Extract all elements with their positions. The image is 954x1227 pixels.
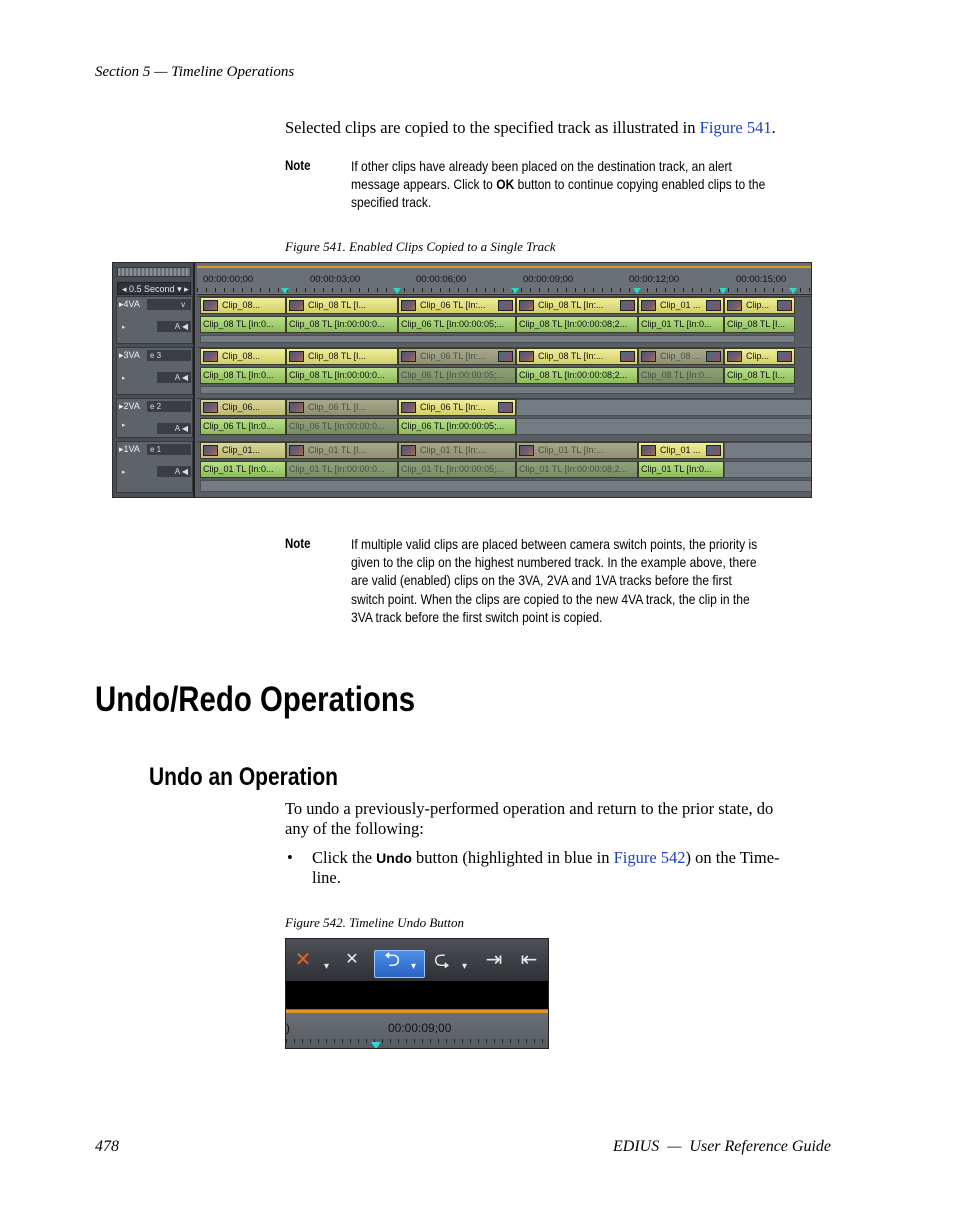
running-header: Section 5 — Timeline Operations (95, 64, 295, 80)
clip-thumbnail (401, 351, 416, 362)
time-scale-dropdown[interactable]: ◂ 0.5 Second ▾ ▸ (117, 282, 191, 295)
audio-clip[interactable]: Clip_08 TL [I... (724, 316, 795, 333)
video-clip-disabled[interactable]: Clip_06 TL [I... (286, 399, 398, 416)
paragraph-line: any of the following: (285, 819, 424, 838)
video-clip-disabled[interactable]: Clip_01 TL [In:... (398, 442, 516, 459)
video-clip[interactable]: Clip_06... (200, 399, 286, 416)
expand-arrow-icon[interactable]: ▸ (122, 422, 126, 429)
audio-clip[interactable]: Clip_06 TL [In:00:00:05;... (398, 316, 516, 333)
note-1-label: Note (285, 157, 311, 173)
track-header-3va[interactable] (116, 347, 193, 395)
clip-thumbnail (203, 445, 218, 456)
audio-clip-disabled[interactable]: Clip_01 TL [In:00:00:08;2... (516, 461, 638, 478)
clip-thumbnail (641, 300, 656, 311)
clip-end-thumbnail (706, 445, 721, 456)
track-audio-box[interactable]: A ◀ (157, 321, 191, 332)
clip-thumbnail (289, 351, 304, 362)
note-1-line: If other clips have already been placed on the destination track, an alert (351, 158, 732, 174)
audio-clip-disabled[interactable]: Clip_01 TL [In:00:00:05;... (398, 461, 516, 478)
audio-clip[interactable]: Clip_08 TL [In:0... (200, 367, 286, 384)
expand-arrow-icon[interactable]: ▸ (122, 375, 126, 382)
clip-thumbnail (727, 351, 742, 362)
clip-end-thumbnail (706, 351, 721, 362)
audio-clip[interactable]: Clip_08 TL [In:00:00:08;2... (516, 316, 638, 333)
track-audio-box[interactable]: A ◀ (157, 466, 191, 477)
timeline-cursor-marker[interactable] (371, 1042, 381, 1049)
clip-end-thumbnail (498, 402, 513, 413)
audio-clip[interactable]: Clip_06 TL [In:0... (200, 418, 286, 435)
video-clip[interactable]: Clip_01... (200, 442, 286, 459)
audio-clip[interactable]: Clip_06 TL [In:00:00:05;... (398, 418, 516, 435)
empty-lane (724, 461, 812, 478)
audio-clip[interactable]: Clip_08 TL [In:00:00:0... (286, 367, 398, 384)
subsection-heading: Undo an Operation (149, 763, 338, 791)
track-header-4va[interactable] (116, 296, 193, 344)
track-header-panel (113, 263, 195, 498)
ruler-timecode: 00:00:12;00 (629, 274, 680, 285)
ruler-ticks (286, 1039, 549, 1043)
clip-thumbnail (203, 351, 218, 362)
empty-sub-lane (200, 335, 795, 343)
video-clip[interactable]: Clip... (724, 297, 795, 314)
video-clip-disabled[interactable]: Clip_01 TL [In:... (516, 442, 638, 459)
ruler-edge-mark: ) (286, 1021, 290, 1035)
video-clip[interactable]: Clip_08 TL [In:... (516, 348, 638, 365)
ruler-timecode: 00:00:09;00 (523, 274, 574, 285)
video-clip-disabled[interactable]: Clip_06 TL [In:... (398, 348, 516, 365)
track-audio-box[interactable]: A ◀ (157, 423, 191, 434)
note-2-line: If multiple valid clips are placed between camera switch points, the priority is (351, 536, 758, 552)
video-clip-disabled[interactable]: Clip_01 TL [I... (286, 442, 398, 459)
empty-lane (516, 418, 812, 435)
clip-thumbnail (289, 402, 304, 413)
note-1-line: specified track. (351, 194, 432, 211)
video-clip[interactable]: Clip_08... (200, 348, 286, 365)
clip-thumbnail (641, 445, 656, 456)
empty-lane (724, 442, 812, 459)
ruler-timecode: 00:00:09;00 (388, 1021, 452, 1035)
empty-lane (516, 399, 812, 416)
audio-clip-disabled[interactable]: Clip_01 TL [In:00:00:0... (286, 461, 398, 478)
clip-thumbnail (641, 351, 656, 362)
export-icon[interactable]: ⇤ (520, 949, 538, 971)
note-2-line: given to the clip on the highest numbered track. In the example above, there (351, 554, 757, 571)
timeline-ruler[interactable] (286, 1009, 549, 1049)
clip-thumbnail (289, 300, 304, 311)
clip-thumbnail (519, 445, 534, 456)
video-clip[interactable]: Clip_08... (200, 297, 286, 314)
audio-clip[interactable]: Clip_08 TL [In:00:00:0... (286, 316, 398, 333)
switch-point-marker[interactable] (789, 288, 797, 294)
video-clip[interactable]: Clip_06 TL [In:... (398, 399, 516, 416)
bullet-mark: • (287, 848, 293, 867)
track-channel-box[interactable]: v (147, 299, 191, 310)
video-clip[interactable]: Clip... (724, 348, 795, 365)
clip-thumbnail (401, 402, 416, 413)
track-name: ▸2VA (119, 401, 140, 411)
track-name: ▸4VA (119, 299, 140, 309)
intro-period: . (771, 118, 776, 137)
video-clip[interactable]: Clip_08 TL [I... (286, 297, 398, 314)
track-channel-box[interactable]: e 3 (147, 350, 191, 361)
clip-thumbnail (727, 300, 742, 311)
track-name: ▸1VA (119, 444, 140, 454)
in-out-range-bar (286, 1010, 549, 1013)
clip-thumbnail (203, 300, 218, 311)
note-2-label: Note (285, 535, 311, 551)
note-2-text (351, 535, 815, 626)
expand-arrow-icon[interactable]: ▸ (122, 324, 126, 331)
bullet-line: line. (312, 868, 341, 887)
note-1-text (351, 157, 803, 212)
clip-end-thumbnail (620, 300, 635, 311)
video-clip[interactable]: Clip_01 ... (638, 297, 724, 314)
clip-end-thumbnail (706, 300, 721, 311)
audio-clip[interactable]: Clip_01 TL [In:0... (638, 316, 724, 333)
intro-text: Selected clips are copied to the specified track as illustrated in (285, 118, 700, 137)
undo-paragraph (285, 799, 773, 839)
timeline-figure (112, 262, 812, 498)
track-audio-box[interactable]: A ◀ (157, 372, 191, 383)
ruler-timecode: 00:00:00;00 (203, 274, 254, 285)
audio-clip[interactable]: Clip_01 TL [In:0... (200, 461, 286, 478)
audio-clip[interactable]: Clip_08 TL [In:0... (200, 316, 286, 333)
page-number: 478 (95, 1138, 119, 1155)
figure-542-link[interactable]: Figure 542 (613, 848, 686, 867)
track-channel-box[interactable]: e 1 (147, 444, 191, 455)
track-header-2va[interactable] (116, 398, 193, 438)
video-clip[interactable]: Clip_06 TL [In:... (398, 297, 516, 314)
audio-clip[interactable]: Clip_08 TL [I... (724, 367, 795, 384)
clip-thumbnail (519, 300, 534, 311)
bullet-item (312, 848, 780, 888)
empty-sub-lane (200, 386, 795, 394)
note-1-line: message appears. Click to OK button to continue copying enabled clips to the (351, 176, 766, 193)
ruler-timecode: 00:00:15;00 (736, 274, 787, 285)
import-icon[interactable]: ⇥ (485, 949, 503, 971)
audio-clip-disabled[interactable]: Clip_06 TL [In:00:00:05;... (398, 367, 516, 384)
redo-icon[interactable]: ⮎ (433, 949, 451, 971)
switch-point-marker[interactable] (719, 288, 727, 294)
switch-point-marker[interactable] (511, 288, 519, 294)
figure-541-link[interactable]: Figure 541 (699, 118, 772, 137)
clip-thumbnail (289, 445, 304, 456)
empty-sub-lane (200, 480, 812, 492)
clip-end-thumbnail (498, 300, 513, 311)
track-header-1va[interactable] (116, 441, 193, 493)
zoom-slider[interactable] (117, 267, 191, 277)
audio-clip-disabled[interactable]: Clip_06 TL [In:00:00:0... (286, 418, 398, 435)
switch-point-marker[interactable] (633, 288, 641, 294)
in-out-range-bar (197, 266, 812, 268)
ruler-timecode: 00:00:03;00 (310, 274, 361, 285)
figure-541-caption: Figure 541. Enabled Clips Copied to a Single Track (285, 239, 556, 254)
clip-thumbnail (401, 445, 416, 456)
track-channel-box[interactable]: e 2 (147, 401, 191, 412)
note-2-line: switch point. When the clips are copied to the new 4VA track, the clip in the (351, 590, 750, 607)
timeline-toolbar (286, 939, 549, 981)
footer-title: EDIUS — User Reference Guide (612, 1138, 831, 1155)
undo-toolbar-figure (285, 938, 549, 1049)
ripple-delete-icon[interactable]: ✕ (345, 951, 359, 968)
track-name: ▸3VA (119, 350, 140, 360)
undo-button-ref: Undo (376, 850, 412, 866)
clip-thumbnail (203, 402, 218, 413)
expand-arrow-icon[interactable]: ▸ (122, 469, 126, 476)
intro-paragraph (285, 118, 776, 138)
clip-end-thumbnail (498, 351, 513, 362)
audio-clip-disabled[interactable]: Clip_08 TL [In:0... (638, 367, 724, 384)
chevron-down-icon[interactable]: ▾ (411, 961, 417, 972)
chevron-down-icon[interactable]: ▾ (462, 961, 468, 972)
clip-end-thumbnail (620, 351, 635, 362)
figure-542-caption: Figure 542. Timeline Undo Button (285, 915, 464, 930)
timeline-ruler[interactable] (197, 263, 812, 295)
clip-thumbnail (519, 351, 534, 362)
audio-clip[interactable]: Clip_08 TL [In:00:00:08;2... (516, 367, 638, 384)
audio-clip[interactable]: Clip_01 TL [In:0... (638, 461, 724, 478)
section-heading: Undo/Redo Operations (95, 680, 416, 719)
clip-end-thumbnail (777, 300, 792, 311)
undo-icon[interactable]: ⮌ (383, 949, 401, 971)
note-2-line: are valid (enabled) clips on the 3VA, 2VA and 1VA tracks before the first (351, 572, 732, 589)
clip-thumbnail (401, 300, 416, 311)
delete-icon[interactable]: ✕ (294, 949, 312, 971)
switch-point-marker[interactable] (281, 288, 289, 294)
ruler-timecode: 00:00:06;00 (416, 274, 467, 285)
chevron-down-icon[interactable]: ▾ (324, 961, 330, 972)
ok-button-ref: OK (496, 176, 515, 193)
paragraph-line: To undo a previously-performed operation and return to the prior state, do (285, 799, 774, 818)
note-2-line: 3VA track before the first switch point is copied. (351, 608, 603, 625)
video-clip[interactable]: Clip_08 TL [I... (286, 348, 398, 365)
switch-point-marker[interactable] (393, 288, 401, 294)
clip-end-thumbnail (777, 351, 792, 362)
video-clip[interactable]: Clip_01 ... (638, 442, 724, 459)
video-clip[interactable]: Clip_08 TL [In:... (516, 297, 638, 314)
video-clip-disabled[interactable]: Clip_08 ... (638, 348, 724, 365)
bullet-line: Click the Undo button (highlighted in blue in Figure 542) on the Time- (312, 848, 780, 867)
